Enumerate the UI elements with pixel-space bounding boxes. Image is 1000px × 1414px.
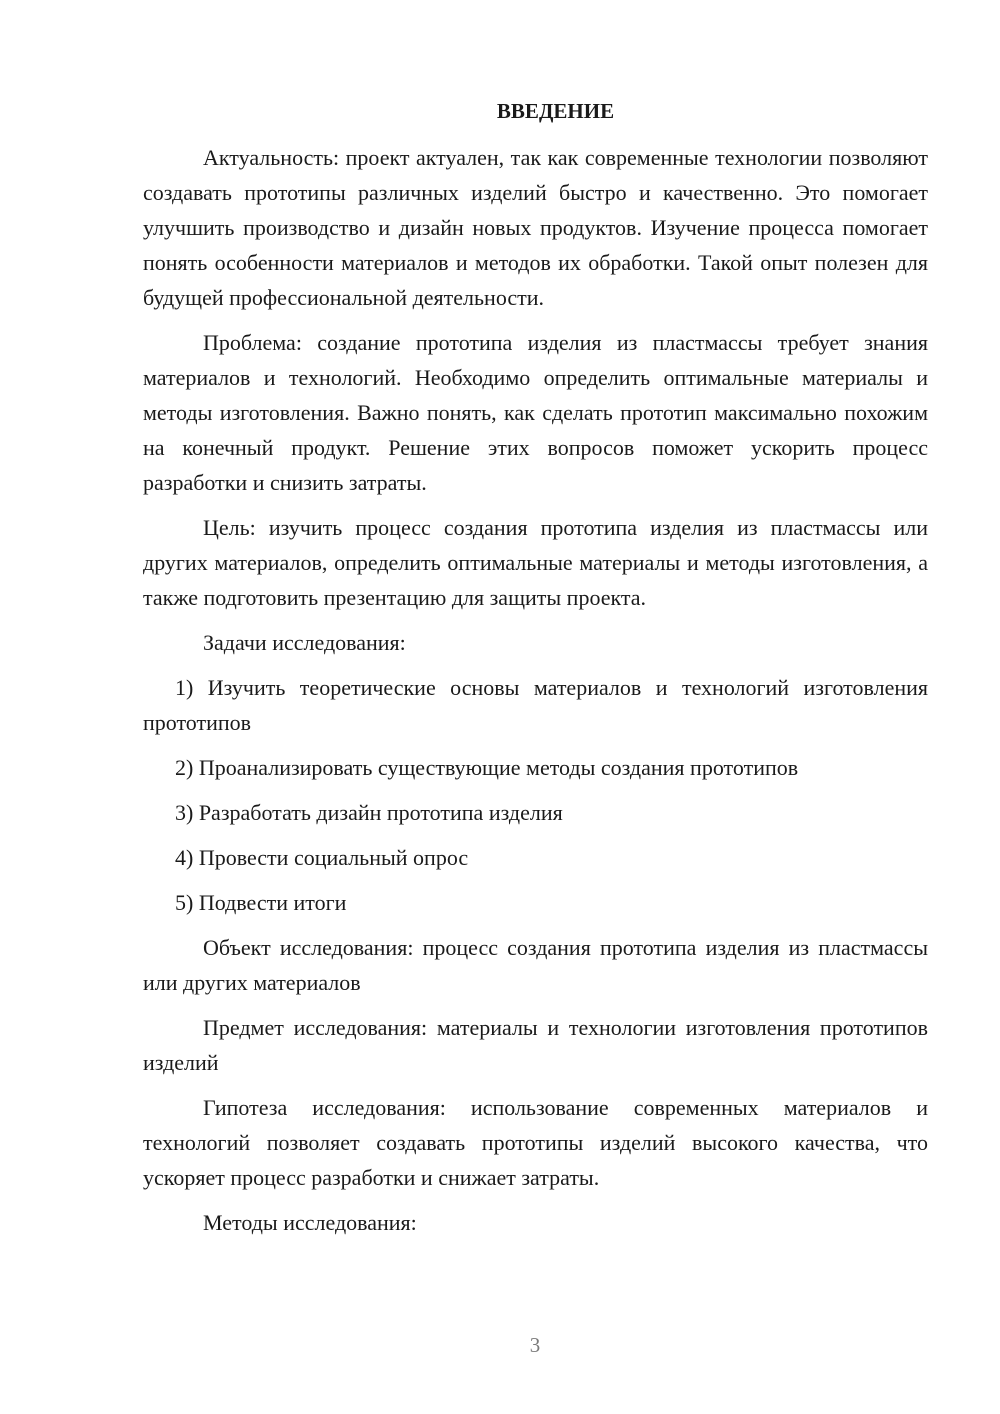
methods-title: Методы исследования: [203,1210,417,1235]
hypothesis-paragraph: Гипотеза исследования: использование современных материалов и технологий позволяет создавать прототипы изделий высокого качества, что ускоряет процесс разработки и снижает затраты. [143,1095,928,1190]
subject-paragraph: Предмет исследования: материалы и технологии изготовления прототипов изделий [143,1015,928,1075]
tasks-title: Задачи исследования: [203,630,406,655]
task-item: 4) Провести социальный опрос [175,845,469,870]
task-item: 2) Проанализировать существующие методы создания прототипов [175,755,799,780]
goal-paragraph: Цель: изучить процесс создания прототипа изделия из пластмассы или других материалов, определить оптимальные материалы и методы изготовления, а также подготовить презентацию для защиты проекта. [143,515,928,610]
document-page [143,96,928,1250]
problem-paragraph: Проблема: создание прототипа изделия из пластмассы требует знания материалов и технологий. Необходимо определить оптимальные материалы и методы изготовления. Важно понять, как сделать прототип максимально похожим на конечный продукт. Решение этих вопросов поможет ускорить процесс разработки и снизить затраты. [143,330,928,495]
task-item: 1) Изучить теоретические основы материалов и технологий изготовления прототипов [143,675,928,735]
relevance-paragraph: Актуальность: проект актуален, так как современные технологии позволяют создавать прототипы различных изделий быстро и качественно. Это помогает улучшить производство и дизайн новых продуктов. Изучение процесса помогает понять особенности материалов и методов их обработки. Такой опыт полезен для будущей профессиональной деятельности. [143,145,928,310]
page-number: 3 [529,1333,541,1357]
page-title: ВВЕДЕНИЕ [496,99,615,123]
task-item: 3) Разработать дизайн прототипа изделия [175,800,563,825]
object-paragraph: Объект исследования: процесс создания прототипа изделия из пластмассы или других материалов [143,935,928,995]
task-item: 5) Подвести итоги [175,890,347,915]
